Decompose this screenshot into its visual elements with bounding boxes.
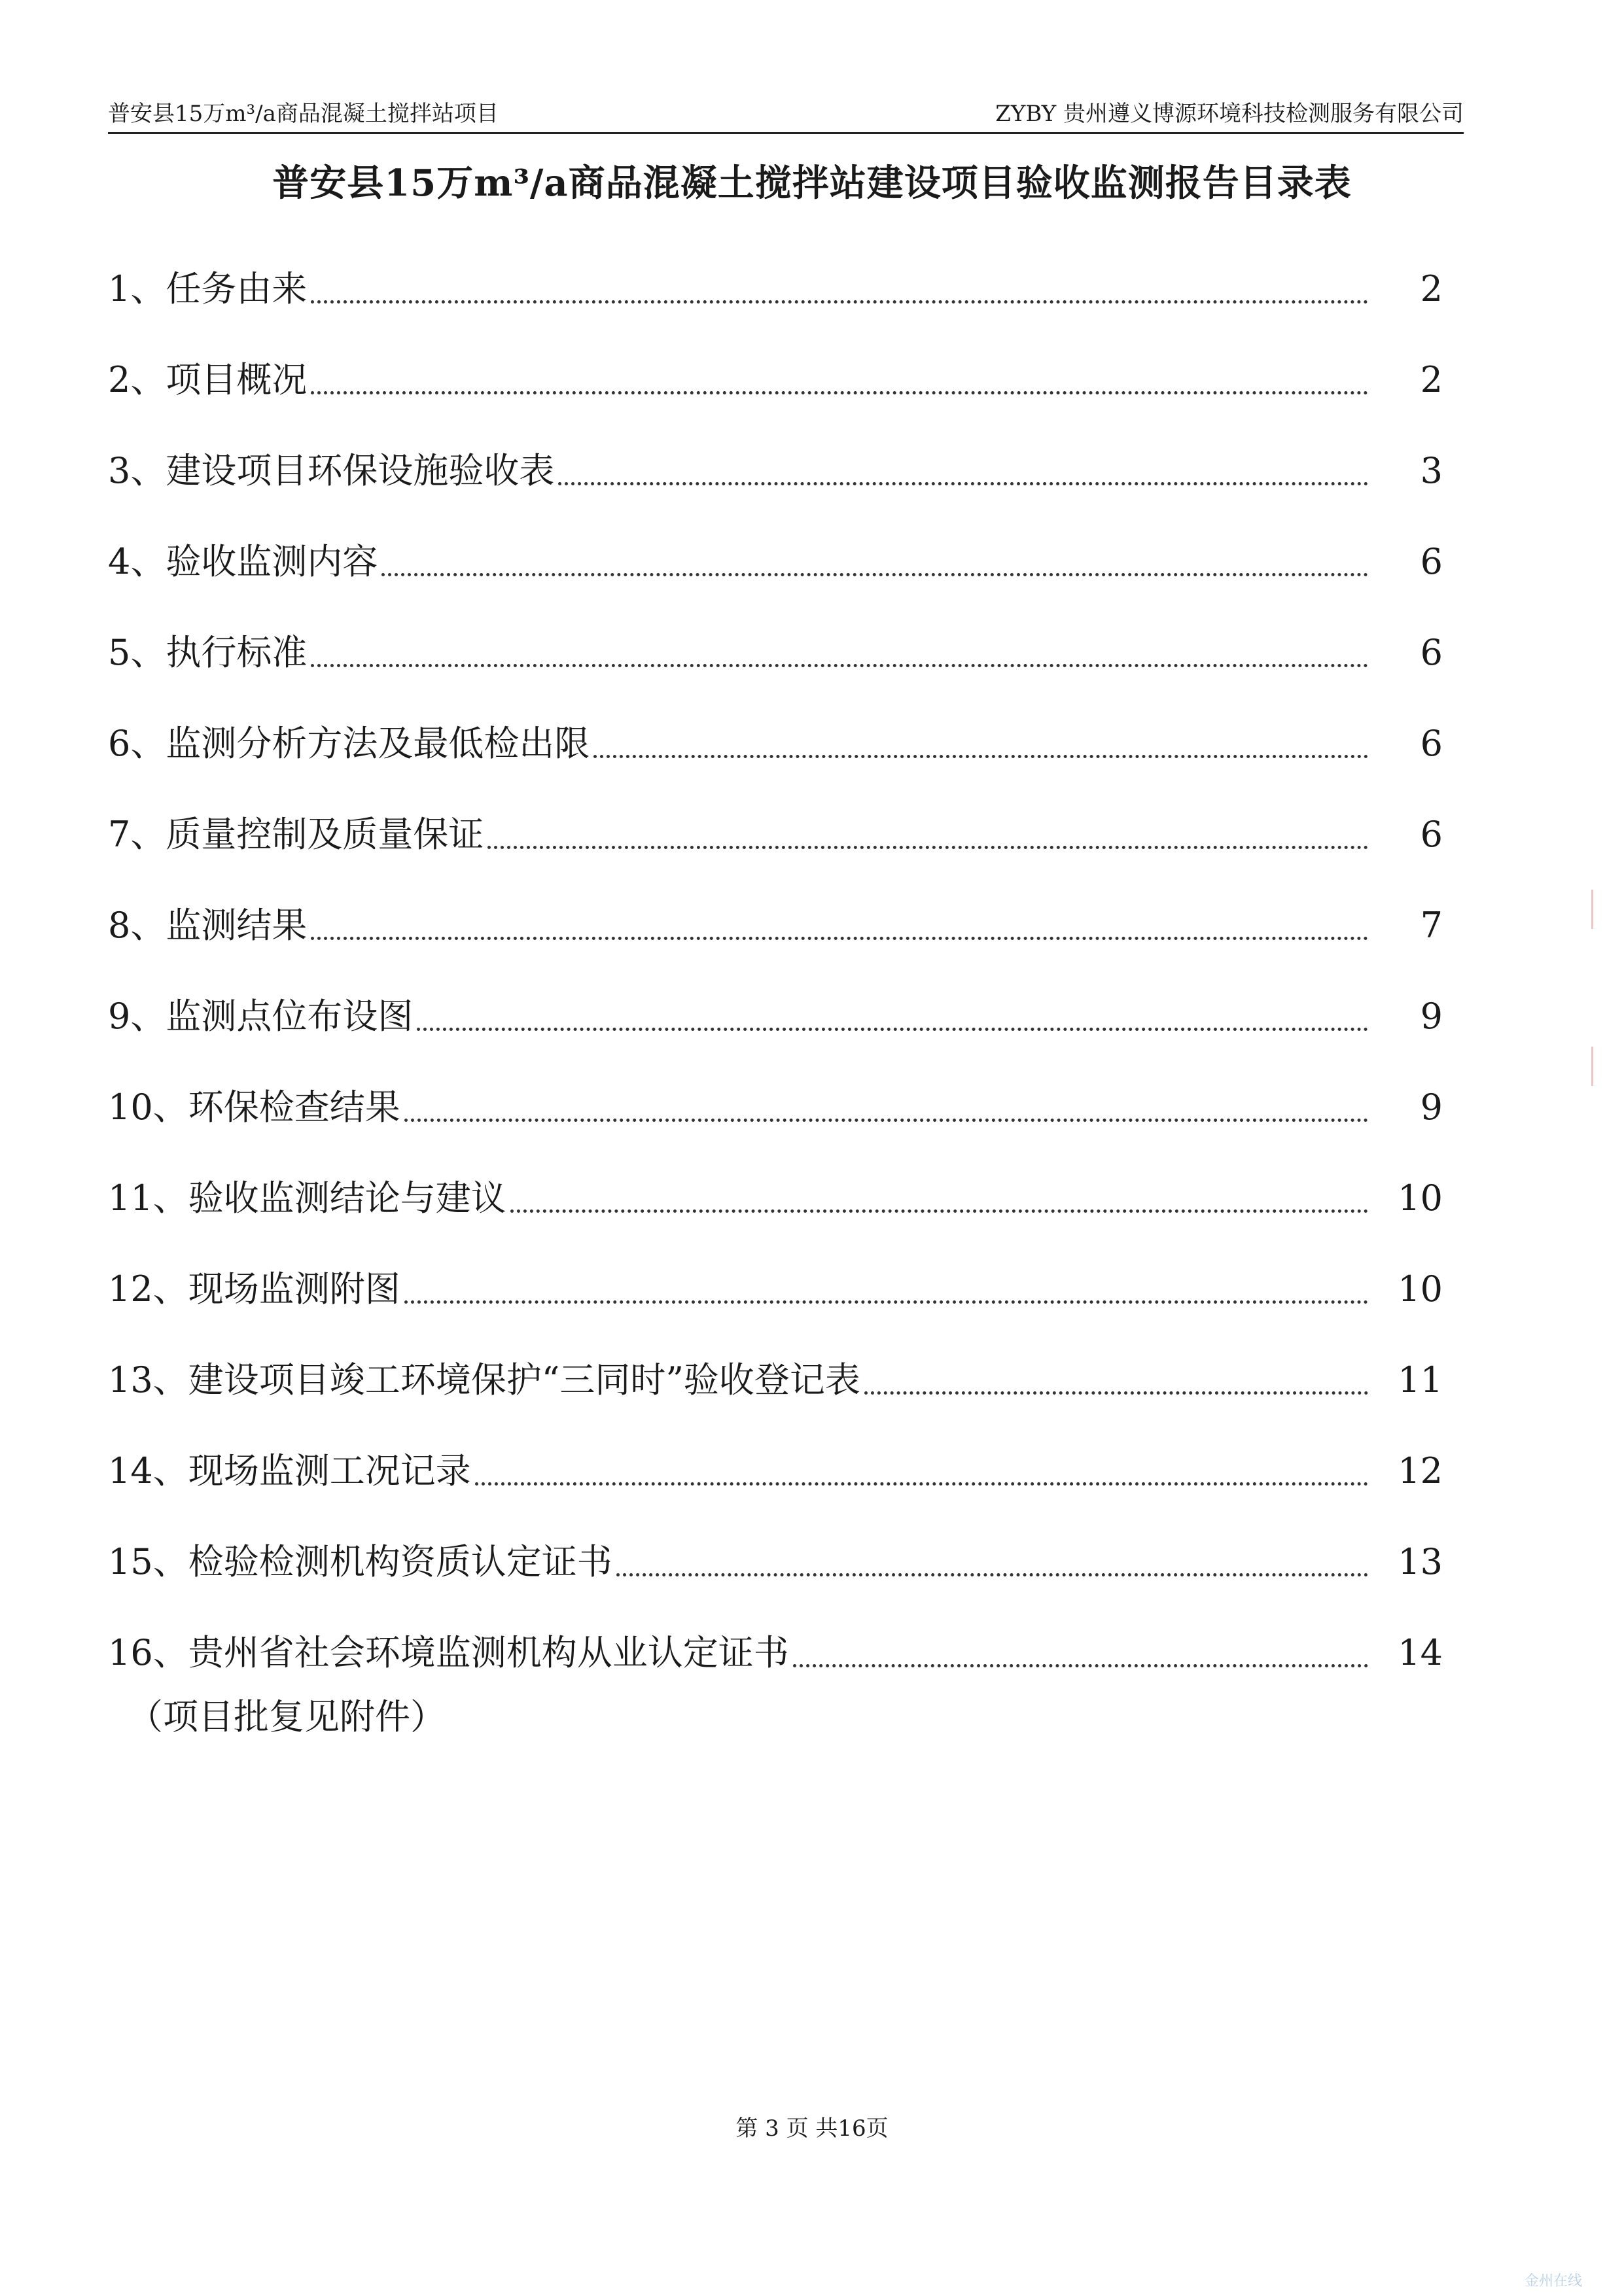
- toc-leader-dots: [558, 482, 1368, 485]
- toc-leader-dots: [404, 1119, 1368, 1122]
- watermark-logo: 金州在线: [1525, 2273, 1583, 2289]
- toc-entry-number: 14、: [108, 1450, 188, 1491]
- toc-entry: [108, 1062, 1443, 1153]
- toc-entry-number: 9、: [108, 995, 166, 1037]
- toc-entry-label: 贵州省社会环境监测机构从业认定证书: [188, 1631, 789, 1673]
- toc-entry-label: 任务由来: [166, 268, 308, 309]
- toc-entry: [108, 1334, 1443, 1425]
- toc-entry-page-number: 9: [1420, 1086, 1443, 1128]
- toc-entry-page-number: 9: [1420, 995, 1443, 1037]
- toc-entry: [108, 1516, 1443, 1607]
- toc-entry: [108, 425, 1443, 516]
- toc-entry-number: 4、: [108, 540, 166, 582]
- toc-entry-number: 6、: [108, 722, 166, 764]
- toc-entry-page-number: 12: [1398, 1450, 1443, 1491]
- toc-entry-number: 2、: [108, 358, 166, 400]
- toc-leader-dots: [864, 1391, 1368, 1395]
- toc-leader-dots: [616, 1573, 1368, 1576]
- toc-entry: [108, 1153, 1443, 1244]
- toc-leader-dots: [487, 846, 1368, 849]
- toc-entry: [108, 1425, 1443, 1516]
- toc-leader-dots: [311, 300, 1368, 304]
- toc-entry-page-number: 10: [1398, 1268, 1443, 1310]
- toc-leader-dots: [311, 664, 1368, 667]
- toc-entry-number: 11、: [108, 1177, 188, 1219]
- toc-leader-dots: [593, 755, 1368, 758]
- toc-entry-page-number: 3: [1420, 449, 1443, 491]
- toc-entry-number: 8、: [108, 904, 166, 946]
- toc-entry: [108, 1244, 1443, 1334]
- toc-entry: [108, 607, 1443, 698]
- toc-entry: [108, 880, 1443, 971]
- toc-leader-dots: [793, 1664, 1368, 1667]
- toc-entry-page-number: 2: [1420, 358, 1443, 400]
- toc-entry-page-number: 6: [1420, 540, 1443, 582]
- toc-leader-dots: [417, 1028, 1368, 1031]
- toc-entry-page-number: 6: [1420, 722, 1443, 764]
- toc-entry-page-number: 10: [1398, 1177, 1443, 1219]
- toc-entry-page-number: 6: [1420, 813, 1443, 855]
- toc-entry-page-number: 11: [1398, 1359, 1443, 1400]
- toc-entry-number: 5、: [108, 631, 166, 673]
- toc-leader-dots: [510, 1209, 1368, 1213]
- toc-leader-dots: [404, 1300, 1368, 1304]
- toc-entry-number: 16、: [108, 1631, 188, 1673]
- toc-entry-page-number: 7: [1420, 904, 1443, 946]
- toc-entry-number: 3、: [108, 449, 166, 491]
- toc-leader-dots: [475, 1482, 1368, 1486]
- toc-entry-label: 现场监测工况记录: [188, 1450, 471, 1491]
- stamp-edge-mark: [1591, 890, 1609, 929]
- stamp-edge-mark: [1591, 1047, 1609, 1086]
- toc-entry-page-number: 13: [1398, 1540, 1443, 1582]
- toc-entry: [108, 698, 1443, 789]
- toc-entry: [108, 1607, 1443, 1698]
- toc-entry-label: 监测分析方法及最低检出限: [166, 722, 590, 764]
- toc-entry-label: 环保检查结果: [188, 1086, 400, 1128]
- header-project-name: 普安县15万m³/a商品混凝土搅拌站项目: [108, 101, 499, 127]
- toc-entry-label: 监测点位布设图: [166, 995, 414, 1037]
- toc-entry-number: 13、: [108, 1359, 188, 1400]
- toc-entry-label: 质量控制及质量保证: [166, 813, 484, 855]
- toc-entry-page-number: 2: [1420, 268, 1443, 309]
- toc-entry-label: 验收监测内容: [166, 540, 378, 582]
- toc-leader-dots: [381, 573, 1368, 576]
- header-company-name: ZYBY 贵州遵义博源环境科技检测服务有限公司: [995, 101, 1464, 127]
- toc-entry-page-number: 14: [1398, 1631, 1443, 1673]
- toc-entry-number: 7、: [108, 813, 166, 855]
- toc-entry: [108, 334, 1443, 425]
- toc-entry-label: 执行标准: [166, 631, 308, 673]
- toc-entry-label: 检验检测机构资质认定证书: [188, 1540, 612, 1582]
- toc-leader-dots: [311, 937, 1368, 940]
- document-title: 普安县15万m³/a商品混凝土搅拌站建设项目验收监测报告目录表: [272, 162, 1352, 205]
- toc-entry-number: 10、: [108, 1086, 188, 1128]
- toc-entry-label: 现场监测附图: [188, 1268, 400, 1310]
- toc-leader-dots: [311, 391, 1368, 394]
- toc-entry-page-number: 6: [1420, 631, 1443, 673]
- page-footer: 第 3 页 共16页: [735, 2115, 889, 2142]
- toc-entry-number: 15、: [108, 1540, 188, 1582]
- toc-entry-label: 验收监测结论与建议: [188, 1177, 506, 1219]
- toc-entry: [108, 243, 1443, 334]
- toc-entry-label: 项目概况: [166, 358, 308, 400]
- toc-entry-label: 建设项目竣工环境保护“三同时”验收登记表: [188, 1359, 860, 1400]
- table-of-contents: [108, 243, 1443, 1698]
- toc-entry-number: 1、: [108, 268, 166, 309]
- toc-entry-label: 建设项目环保设施验收表: [166, 449, 555, 491]
- toc-entry: [108, 971, 1443, 1062]
- toc-entry-label: 监测结果: [166, 904, 308, 946]
- toc-entry-number: 12、: [108, 1268, 188, 1310]
- page-header: [108, 98, 1464, 134]
- toc-entry: [108, 516, 1443, 607]
- toc-entry: [108, 789, 1443, 880]
- attachment-note: （项目批复见附件）: [128, 1696, 446, 1737]
